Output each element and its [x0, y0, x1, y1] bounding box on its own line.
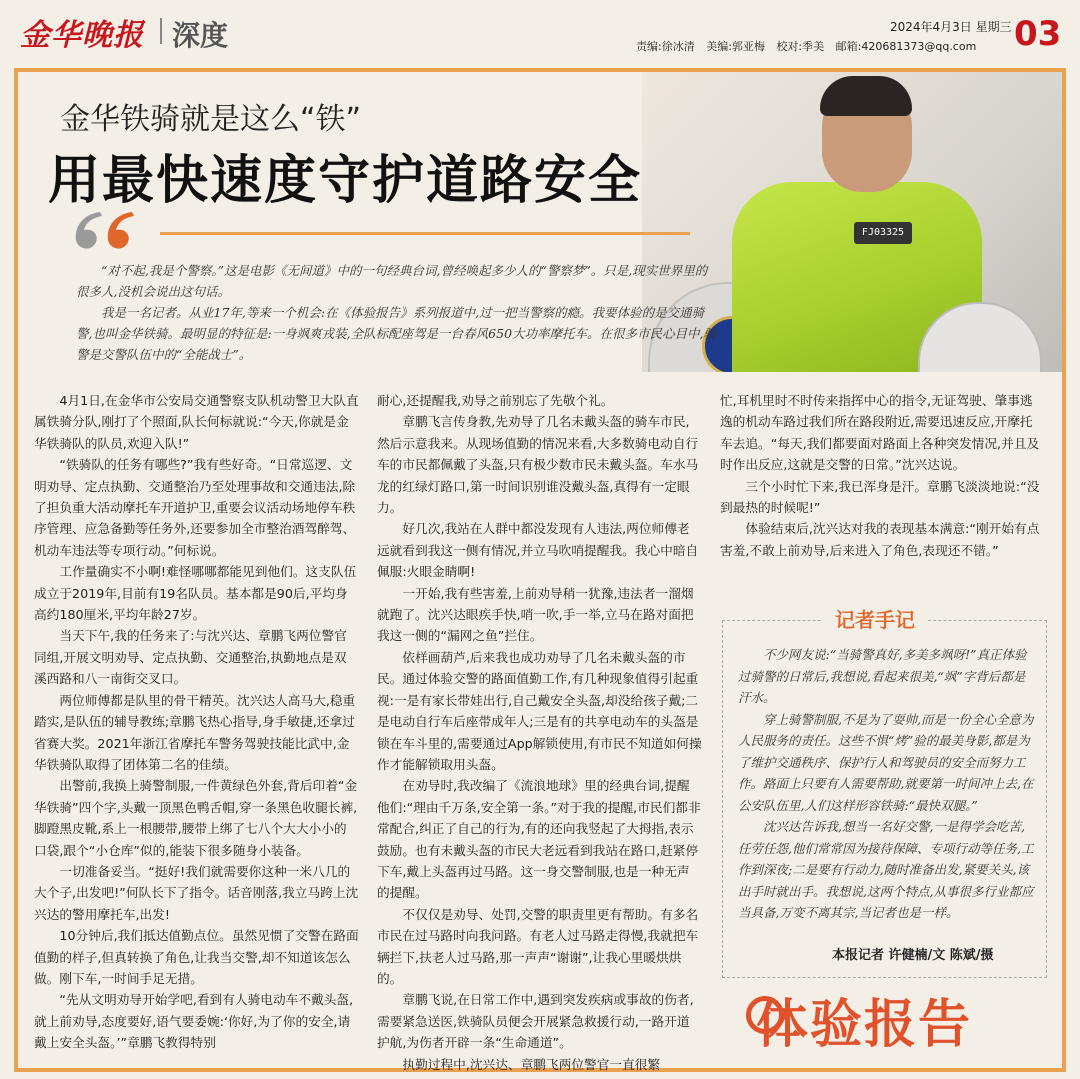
notes-paragraph: 沈兴达告诉我,想当一名好交警,一是得学会吃苦,任劳任怨,他们常常因为接待保障、专项行动等任务,工作到深夜;二是要有行动力,随时准备出发,紧要关头,该出手时就出手。我想说,这两个特点,从事很多行业都应当具备,万变不离其宗,当记者也是一样。 — [738, 819, 1034, 920]
intro-paragraph: “对不起,我是个警察。”这是电影《无间道》中的一句经典台词,曾经唤起多少人的“警察梦”。只是,现实世界里的很多人,没机会说出这句话。 — [76, 263, 708, 299]
body-paragraph: 执勤过程中,沈兴达、章鹏飞两位警官一直很繁 — [402, 1056, 661, 1072]
issue-date: 2024年4月3日 星期三 — [890, 20, 1012, 34]
reporter-notes — [738, 644, 1034, 924]
notes-paragraph: 穿上骑警制服,不是为了耍帅,而是一份全心全意为人民服务的责任。这些不惧“烤”验的最美身影,都是为了维护交通秩序、保护行人和驾驶员的安全而努力工作。路面上只要有人需要帮助,就要第一时间冲上去,在公安队伍里,人们这样形容铁骑:“最快双腿。” — [738, 711, 1034, 813]
intro-paragraph: 我是一名记者。从业17年,等来一个机会:在《体验报告》系列报道中,过一把当警察的瘾。我要体验的是交通骑警,也叫金华铁骑。最明显的特征是:一身飒爽戎装,全队标配座驾是一台春风650大功率摩托车。在很多市民心目中,骑警是交警队伍中的“全能战士”。 — [76, 305, 716, 362]
body-paragraph: 出警前,我换上骑警制服,一件黄绿色外套,背后印着“金华铁骑”四个字,头戴一顶黑色鸭舌帽,穿一条黑色收腿长裤,脚蹬黑皮靴,系上一根腰带,腰带上绑了七八个大大小小的口袋,跟个“小仓库”似的,能装下很多随身小装备。 — [34, 778, 358, 858]
body-column-3 — [720, 390, 1045, 561]
editor-credit: 邮箱:420681373@qq.com — [835, 40, 977, 53]
notes-paragraph: 不少网友说:“当骑警真好,多美多飒呀!”真正体验过骑警的日常后,我想说,看起来很美,“飒”字背后都是汗水。 — [738, 647, 1027, 705]
editor-credits — [636, 38, 984, 54]
body-paragraph: 一切准备妥当。“挺好!我们就需要你这种一米八几的大个子,出发吧!”何队长下了指令。话音刚落,我立马跨上沈兴达的警用摩托车,出发! — [34, 863, 359, 922]
masthead — [0, 0, 1080, 58]
rider-badge: FJ03325 — [854, 222, 912, 244]
body-paragraph: 不仅仅是劝导、处罚,交警的职责里更有帮助。有多名市民在过马路时向我问路。有老人过马路走得慢,我就把车辆拦下,扶老人过马路,那一声声“谢谢”,让我心里暖烘烘的。 — [377, 906, 699, 986]
headline-rule — [160, 232, 690, 235]
body-column-2 — [377, 390, 702, 1075]
quote-icon — [70, 204, 140, 254]
body-paragraph: 在劝导时,我改编了《流浪地球》里的经典台词,提醒他们:“理由千万条,安全第一条。”对于我的提醒,市民们都非常配合,纠正了自己的行为,有的还向我竖起了大拇指,表示鼓励。也有未戴头盔的市民大老远看到我站在路口,赶紧停下车,戴上头盔再过马路。这一身交警制服,也是一种无声的提醒。 — [377, 778, 701, 901]
masthead-divider — [160, 18, 162, 44]
rider-hair — [820, 76, 912, 116]
body-paragraph: 两位师傅都是队里的骨干精英。沈兴达人高马大,稳重踏实,是队伍的辅导教练;章鹏飞热心指导,身手敏捷,还拿过省赛大奖。2021年浙江省摩托车警务驾驶技能比武中,金华铁骑队取得了团体第二名的佳绩。 — [34, 692, 356, 772]
editor-credit: 美编:郭亚梅 — [706, 40, 765, 53]
body-paragraph: 一开始,我有些害羞,上前劝导稍一犹豫,违法者一溜烟就跑了。沈兴达眼疾手快,哨一吹,手一举,立马在路对面把我这一侧的“漏网之鱼”拦住。 — [377, 585, 694, 644]
body-paragraph: 好几次,我站在人群中都没发现有人违法,两位师傅老远就看到我这一侧有情况,并立马吹哨提醒我。我心中暗自佩服:火眼金睛啊! — [377, 521, 699, 580]
body-paragraph: 三个小时忙下来,我已浑身是汗。章鹏飞淡淡地说:“没到最热的时候呢!” — [720, 478, 1040, 516]
page-number: 03 — [1014, 14, 1062, 54]
body-column-1 — [34, 390, 359, 1054]
article-subtitle: 金华铁骑就是这么“铁” — [60, 102, 362, 137]
body-paragraph: 10分钟后,我们抵达值勤点位。虽然见惯了交警在路面值勤的样子,但真转换了角色,让我当交警,却不知道该怎么做。刚下车,一时间手足无措。 — [34, 928, 359, 986]
body-paragraph: 依样画葫芦,后来我也成功劝导了几名未戴头盔的市民。通过体验交警的路面值勤工作,有几种现象值得引起重视:一是有家长带娃出行,自己戴安全头盔,却没给孩子戴;二是电动自行车后座带成年人;三是有的共享电动车的头盔是锁在车斗里的,需要通过App解锁使用,有市民不知道如何操作才能解锁取用头盔。 — [377, 649, 702, 772]
body-paragraph: 忙,耳机里时不时传来指挥中心的指令,无证驾驶、肇事逃逸的机动车路过我们所在路段附近,需要迅速反应,开摩托车去追。“每天,我们都要面对路面上各种突发情况,并且及时作出反应,这就是交警的日常。”沈兴达说。 — [720, 393, 1040, 473]
byline: 本报记者 许健楠/文 陈斌/摄 — [832, 948, 994, 963]
body-paragraph: 章鹏飞言传身教,先劝导了几名未戴头盔的骑车市民,然后示意我来。从现场值勤的情况来看,大多数骑电动自行车的市民都佩戴了头盔,只有极少数市民未戴头盔。车水马龙的红绿灯路口,第一时间识别谁没戴头盔,真得有一定眼力。 — [377, 414, 699, 516]
body-paragraph: 4月1日,在金华市公安局交通警察支队机动警卫大队直属铁骑分队,刚打了个照面,队长何标就说:“今天,你就是金华铁骑队的队员,欢迎入队!” — [34, 393, 359, 451]
editor-credit: 校对:季美 — [776, 40, 825, 53]
series-logo: 体验报告 — [756, 995, 973, 1055]
editor-credit: 责编:徐冰清 — [636, 40, 695, 53]
body-paragraph: 体验结束后,沈兴达对我的表现基本满意:“刚开始有点害羞,不敢上前劝导,后来进入了角色,表现还不错。” — [720, 521, 1040, 558]
article-intro — [76, 260, 716, 365]
body-paragraph: 章鹏飞说,在日常工作中,遇到突发疾病或事故的伤者,需要紧急送医,铁骑队员便会开展紧急救援行动,一路开道护航,为伤者开辟一条“生命通道”。 — [377, 992, 694, 1051]
body-paragraph: “铁骑队的任务有哪些?”我有些好奇。“日常巡逻、文明劝导、定点执勤、交通整治乃至处理事故和交通违法,除了担负重大活动摩托车开道护卫,重要会议活动场地停车秩序管理、应急备勤等任务外,还要参加全市整治酒驾醉驾、机动车违法等专项行动。”何标说。 — [34, 457, 356, 558]
body-paragraph: 工作量确实不小啊!难怪哪哪都能见到他们。这支队伍成立于2019年,目前有19名队员。基本都是90后,平均身高约180厘米,平均年龄27岁。 — [34, 564, 357, 623]
article-headline: 用最快速度守护道路安全 — [48, 151, 643, 211]
paper-logo: 金华晚报 — [20, 18, 144, 53]
body-paragraph: “先从文明劝导开始学吧,看到有人骑电动车不戴头盔,就上前劝导,态度要好,语气要委婉:‘你好,为了你的安全,请戴上安全头盔。’”章鹏飞教得特别 — [34, 992, 354, 1051]
reporter-notes-title: 记者手记 — [823, 606, 927, 634]
section-name: 深度 — [172, 19, 229, 52]
body-paragraph: 当天下午,我的任务来了:与沈兴达、章鹏飞两位警官同组,开展文明劝导、定点执勤、交通整治,执勤地点是双溪西路和八一南街交叉口。 — [34, 628, 347, 687]
body-paragraph: 耐心,还提醒我,劝导之前别忘了先敬个礼。 — [377, 393, 614, 408]
